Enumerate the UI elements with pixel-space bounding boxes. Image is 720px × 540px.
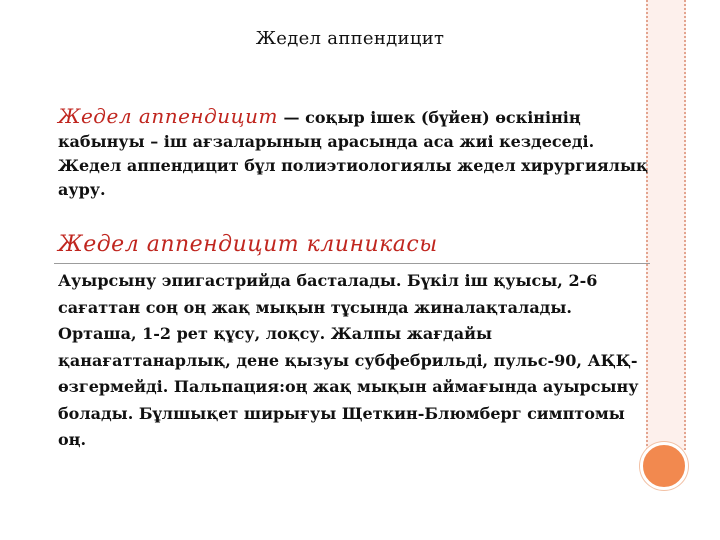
section-subtitle: Жедел аппендицит клиникасы <box>58 232 438 257</box>
clinical-paragraph: Ауырсыну эпигастрийда басталады. Бүкіл іш қуысы, 2-6 сағаттан соң оң жақ мықын тұсында жиналақталады. Орташа, 1-2 рет құсу, лоқсу. Жалпы жағдайы қанағаттанарлық, дене қызуы субфебрильді, пульс-90, АҚҚ-өзгермейді. Пальпация:оң жақ мықын аймағында ауырсыну болады. Бұлшықет ширығуы Щеткин-Блюмберг симптомы оң. <box>58 271 639 449</box>
slide-title: Жедел аппендицит <box>255 28 445 49</box>
definition-body: — соқыр ішек (бүйен) өскінінің кабынуы – іш ағзаларының арасында аса жиі кездеседі. Жедел аппендицит бұл полиэтиологиялы жедел хирургиялық ауру. <box>58 108 648 199</box>
definition-paragraph <box>58 104 648 202</box>
definition-term: Жедел аппендицит <box>58 104 278 128</box>
decorative-side-band <box>646 0 686 450</box>
subtitle-divider <box>54 263 650 264</box>
